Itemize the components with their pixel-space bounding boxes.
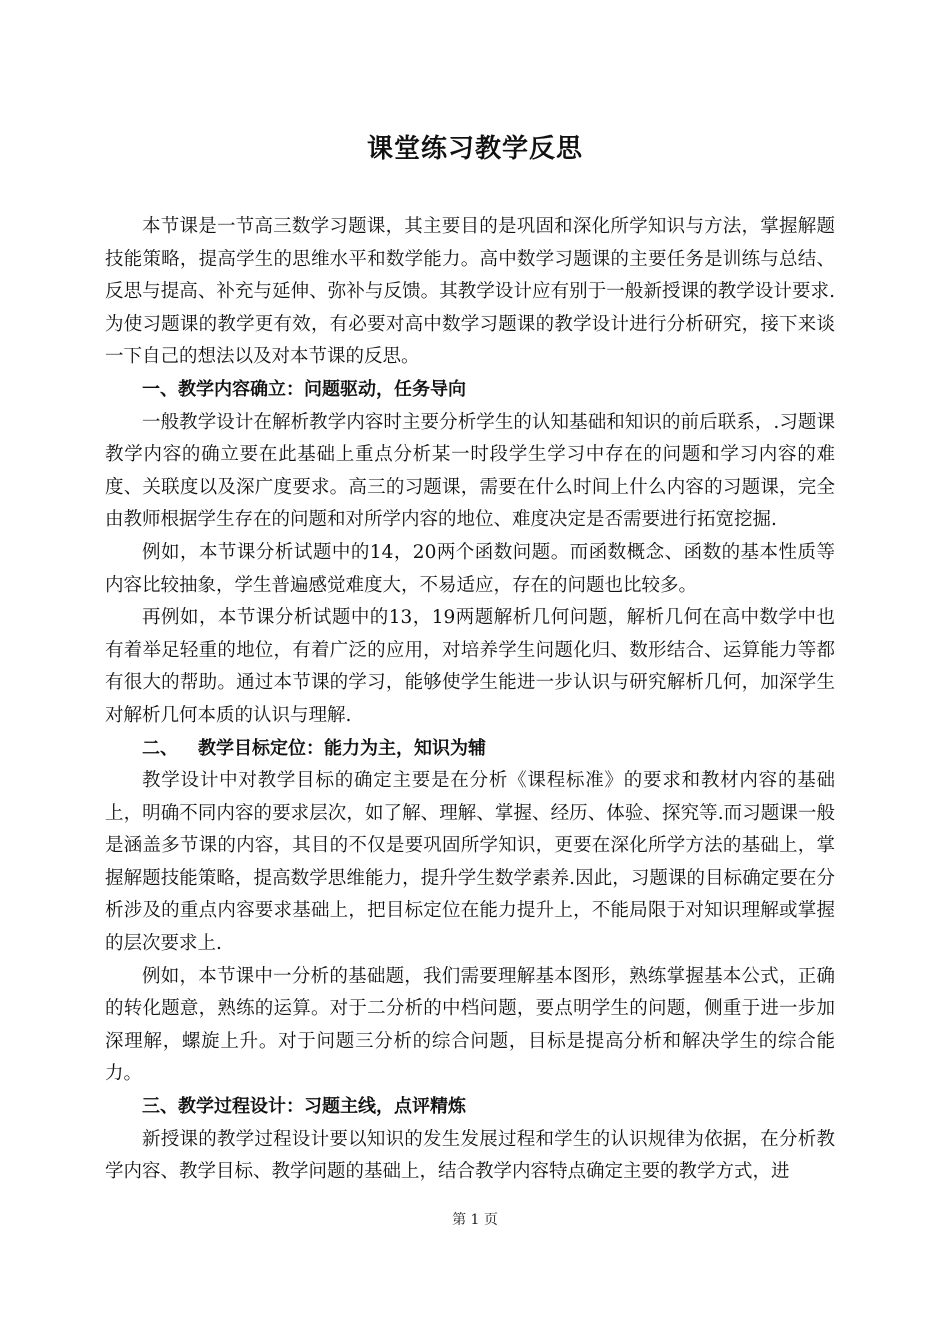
document-title: 课堂练习教学反思	[366, 134, 583, 164]
paragraph-content-analysis: 一般教学设计在解析教学内容时主要分析学生的认知基础和知识的前后联系，.习题课教学内容的确立要在此基础上重点分析某一时段学生学习中存在的问题和学习内容的难度、关联度以及深广度要求。高三的习题课，需要在什么时间上什么内容的习题课，完全由教师根据学生存在的问题和对所学内容的地位、难度决定是否需要进行拓宽挖掘.	[105, 411, 835, 531]
paragraph-example-geometry: 再例如，本节课分析试题中的13，19两题解析几何问题，解析几何在高中数学中也有着举足轻重的地位，有着广泛的应用，对培养学生问题化归、数形结合、运算能力等都有很大的帮助。通过本节课的学习，能够使学生能进一步认识与研究解析几何，加深学生对解析几何本质的认识与理解.	[105, 607, 835, 726]
section-heading-3: 三、教学过程设计：习题主线，点评精炼	[142, 1096, 466, 1118]
section-heading-1: 一、教学内容确立：问题驱动，任务导向	[142, 378, 466, 400]
document-body	[105, 211, 835, 1189]
section-heading-2-text: 教学目标定位：能力为主，知识为辅	[198, 737, 486, 759]
paragraph-example-functions: 例如，本节课分析试题中的14，20两个函数问题。而函数概念、函数的基本性质等内容比较抽象，学生普遍感觉难度大，不易适应，存在的问题也比较多。	[105, 541, 835, 596]
paragraph-example-objectives: 例如，本节课中一分析的基础题，我们需要理解基本图形，熟练掌握基本公式，正确的转化题意，熟练的运算。对于二分析的中档问题，要点明学生的问题，侧重于进一步加深理解，螺旋上升。对于问题三分析的综合问题，目标是提高分析和解决学生的综合能力。	[105, 965, 835, 1085]
paragraph-intro: 本节课是一节高三数学习题课，其主要目的是巩固和深化所学知识与方法，掌握解题技能策略，提高学生的思维水平和数学能力。高中数学习题课的主要任务是训练与总结、反思与提高、补充与延伸、弥补与反馈。其教学设计应有别于一般新授课的教学设计要求.为使习题课的教学更有效，有必要对高中数学习题课的教学设计进行分析研究，接下来谈一下自己的想法以及对本节课的反思。	[105, 216, 835, 368]
section-heading-2-number: 二、	[142, 737, 178, 759]
paragraph-process-design: 新授课的教学过程设计要以知识的发生发展过程和学生的认识规律为依据，在分析教学内容、教学目标、教学问题的基础上，结合教学内容特点确定主要的教学方式，进	[105, 1128, 835, 1183]
section-heading-2	[105, 733, 835, 766]
paragraph-objectives: 教学设计中对教学目标的确定主要是在分析《课程标准》的要求和教材内容的基础上，明确不同内容的要求层次，如了解、理解、掌握、经历、体验、探究等.而习题课一般是涵盖多节课的内容，其目的不仅是要巩固所学知识，更要在深化所学方法的基础上，掌握解题技能策略，提高数学思维能力，提升学生数学素养.因此，习题课的目标确定要在分析涉及的重点内容要求基础上，把目标定位在能力提升上，不能局限于对知识理解或掌握的层次要求上.	[105, 770, 835, 955]
page-number: 第 1 页	[452, 1212, 498, 1228]
